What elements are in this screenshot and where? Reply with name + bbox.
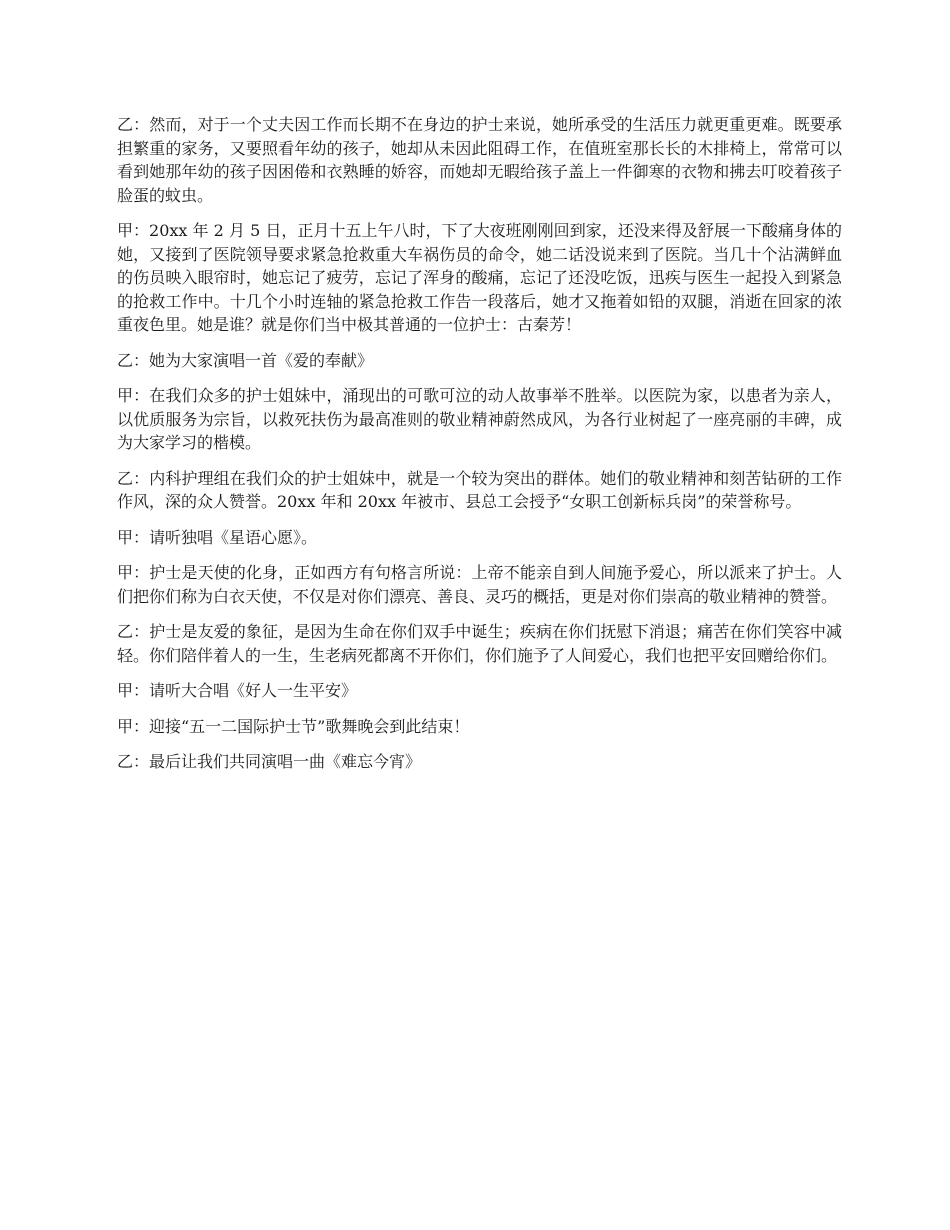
paragraph-8: 乙：护士是友爱的象征，是因为生命在你们双手中诞生；疾病在你们抚慰下消退；痛苦在你们笑容中减轻。你们陪伴着人的一生，生老病死都离不开你们，你们施予了人间爱心，我们也把平安回赠给你们。 (117, 622, 842, 665)
paragraph-6: 甲：请听独唱《星语心愿》。 (117, 527, 318, 547)
paragraph-11: 乙：最后让我们共同演唱一曲《难忘今宵》 (117, 752, 422, 771)
paragraph-5: 乙：内科护理组在我们众的护士姐妹中，就是一个较为突出的群体。她们的敬业精神和刻苦钻研的工作作风，深的众人赞誉。20xx 年和 20xx 年被市、县总工会授予“女职工创新标兵岗”的荣誉称号。 (117, 468, 842, 511)
document-body (117, 113, 842, 786)
paragraph-2: 甲：20xx 年 2 月 5 日，正月十五上午八时，下了大夜班刚刚回到家，还没来得及舒展一下酸痛身体的她，又接到了医院领导要求紧急抢救重大车祸伤员的命令，她二话没说来到了医院。当几十个沾满鲜血的伤员映入眼帘时，她忘记了疲劳，忘记了浑身的酸痛，忘记了还没吃饭，迅疾与医生一起投入到紧急的抢救工作中。十几个小时连轴的紧急抢救工作告一段落后，她才又拖着如铅的双腿，消逝在回家的浓重夜色里。她是谁？就是你们当中极其普通的一位护士：古秦芳！ (117, 221, 842, 334)
paragraph-9: 甲：请听大合唱《好人一生平安》 (117, 681, 358, 700)
paragraph-3: 乙：她为大家演唱一首《爱的奉献》 (117, 350, 374, 370)
paragraph-1: 乙：然而，对于一个丈夫因工作而长期不在身边的护士来说，她所承受的生活压力就更重更难。既要承担繁重的家务，又要照看年幼的孩子，她却从未因此阻碍工作，在值班室那长长的木排椅上，常常可以看到她那年幼的孩子因困倦和衣熟睡的娇容，而她却无暇给孩子盖上一件御寒的衣物和拂去叮咬着孩子脸蛋的蚊虫。 (117, 115, 842, 205)
paragraph-10: 甲：迎接“五一二国际护士节”歌舞晚会到此结束！ (117, 716, 470, 736)
paragraph-7: 甲：护士是天使的化身，正如西方有句格言所说：上帝不能亲自到人间施予爱心，所以派来了护士。人们把你们称为白衣天使，不仅是对你们漂亮、善良、灵巧的概括，更是对你们崇高的敬业精神的赞誉。 (117, 563, 842, 606)
paragraph-4: 甲：在我们众多的护士姐妹中，涌现出的可歌可泣的动人故事举不胜举。以医院为家，以患者为亲人，以优质服务为宗旨，以救死扶伤为最高准则的敬业精神蔚然成风，为各行业树起了一座亮丽的丰碑，成为大家学习的楷模。 (117, 386, 842, 452)
